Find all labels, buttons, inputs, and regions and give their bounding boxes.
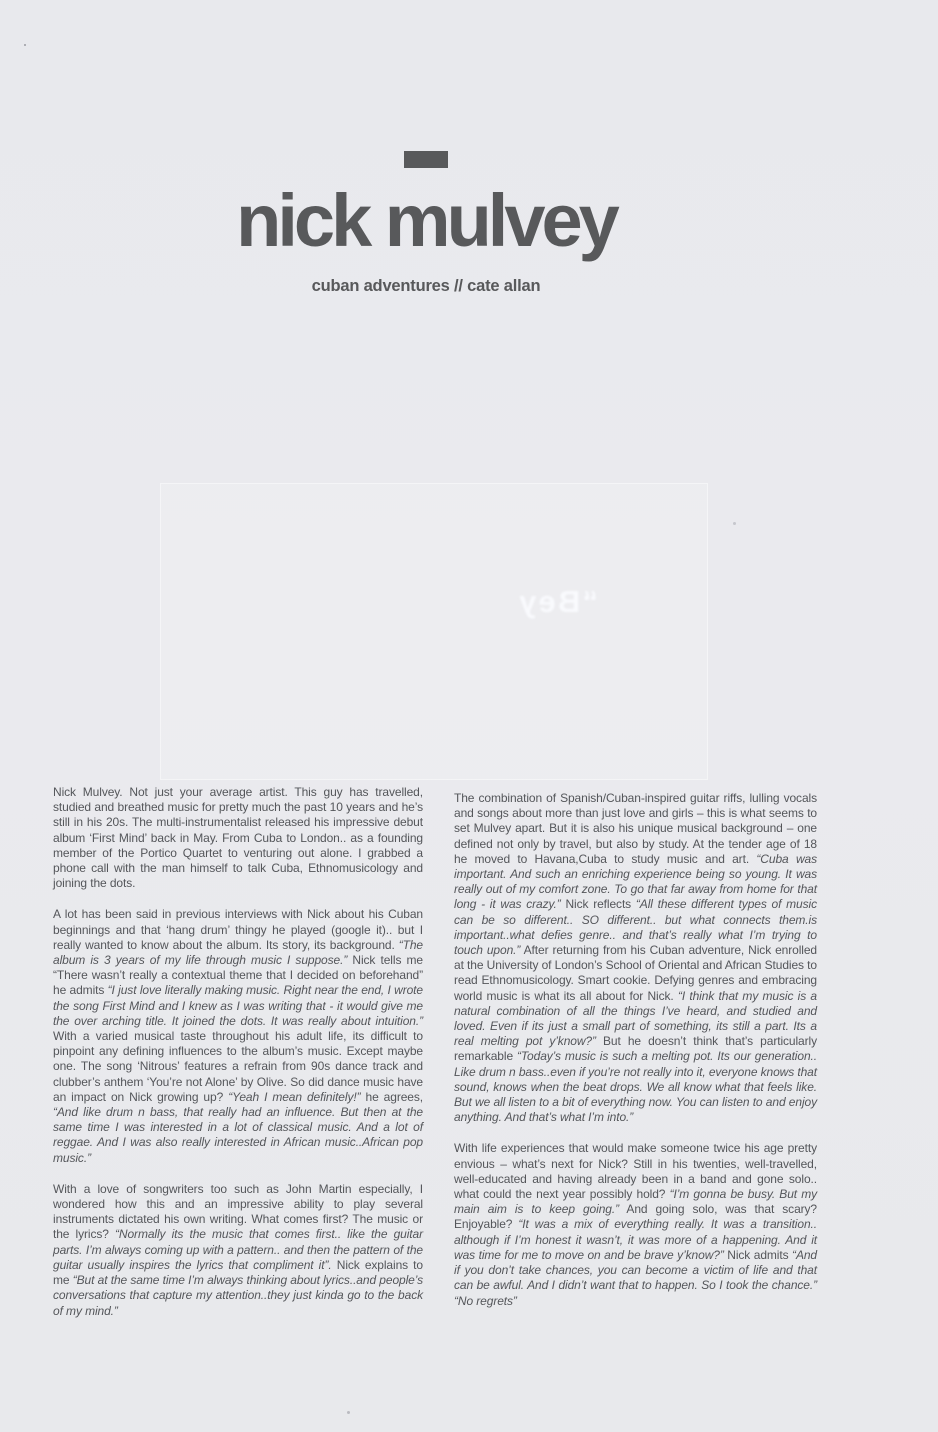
quote-segment: “And if you don’t take chances, you can become a victim of life and that can be awful. And I didn’t want that to happen. So I took the chance.” “No regrets”	[454, 1247, 817, 1308]
quote-segment: “The album is 3 years of my life through music I suppose.”	[53, 937, 423, 968]
text-segment: Nick admits	[723, 1247, 793, 1262]
paragraph	[53, 785, 423, 891]
quote-segment: “And like drum n bass, that really had an influence. But then at the same time I was interested in a lot of classical music. And a lot of reggae. And I was also really interested in African music..African pop music.”	[53, 1105, 423, 1165]
text-segment: With a love of songwriters too such as John Martin especially, I wondered how this and an impressive ability to play several instruments dictated his own writing. What comes first? The music or the lyrics?	[53, 1181, 423, 1242]
article-column-right	[454, 791, 817, 1325]
paragraph	[53, 1182, 423, 1319]
text-segment: he agrees,	[360, 1089, 424, 1104]
masthead	[0, 0, 852, 295]
page-title: nick mulvey	[236, 179, 616, 262]
text-segment: A lot has been said in previous interviews with Nick about his Cuban beginnings and that ‘hang drum’ thingy he played (google it).. but I really wanted to know about the album. Its story, its background.	[53, 907, 423, 952]
showthrough-mirrored-text: “Bey	[517, 584, 598, 619]
scan-speck	[733, 522, 736, 525]
text-segment: And going solo, was that scary? Enjoyable?	[454, 1202, 818, 1232]
paragraph	[454, 1141, 817, 1308]
photo-showthrough-box	[160, 483, 708, 780]
quote-segment: “It was a mix of everything really. It was a transition.. although if I’m honest it wasn’t, it was more of a happening. And it was time for me to move on and be brave y’know?”	[454, 1217, 817, 1262]
text-segment: But he doesn’t think that’s particularly remarkable	[454, 1034, 817, 1064]
text-segment: Nick Mulvey. Not just your average artist. This guy has travelled, studied and breathed music for pretty much the past 10 years and he’s still in his 20s. The multi-instrumentalist released his impressive debut album ‘First Mind’ back in May. From Cuba to London.. as a founding member of the Portico Quartet to venturing out alone. I grabbed a phone call with the man himself to talk Cuba, Ethnomusicology and joining the dots.	[53, 785, 423, 891]
page-subtitle: cuban adventures // cate allan	[311, 277, 541, 295]
quote-segment: “Yeah I mean definitely!”	[228, 1089, 361, 1104]
text-segment: With a varied musical taste throughout his adult life, its difficult to pinpoint any defining influences to the album’s music. Except maybe one. The song ‘Nitrous’ features a refrain from 90s dance track and clubber’s anthem ‘You’re not Alone’ by Olive. So did dance music have an impact on Nick growing up?	[53, 1029, 423, 1104]
scan-speck	[24, 44, 26, 46]
text-segment: With life experiences that would make someone twice his age pretty envious – what’s next for Nick? Still in his twenties, well-travelled, well-educated and having already been in a band and gone solo.. what could the next year possibly hold?	[454, 1141, 817, 1202]
quote-segment: “I think that my music is a natural combination of all the things I’ve heard, and studied and loved. Even if its just a small part of something, its still a part. Its a real melting pot y’know?”	[454, 988, 818, 1049]
paragraph	[454, 791, 817, 1125]
quote-segment: “I’m gonna be busy. But my main aim is to keep going.”	[454, 1187, 817, 1217]
text-segment: Nick reflects	[560, 897, 636, 912]
quote-segment: “I just love literally making music. Right near the end, I wrote the song First Mind and I knew as I was writing that - it would give me the over arching title. It joined the dots. It was really about intuition.”	[53, 983, 423, 1028]
paragraph	[53, 907, 423, 1165]
scan-speck	[347, 1411, 350, 1414]
text-segment: After returning from his Cuban adventure, Nick enrolled at the University of London’s School of Oriental and African Studies to read Ethnomusicology. Smart cookie. Defying genres and embracing world music is what its all about for Nick.	[454, 943, 818, 1003]
text-segment: Nick explains to me	[53, 1257, 423, 1288]
text-segment: The combination of Spanish/Cuban-inspired guitar riffs, lulling vocals and songs about more than just love and girls – this is what seems to set Mulvey apart. But it is also his unique musical background – one defined not only by travel, but also by study. At the tender age of 18 he moved to Havana,Cuba to study music and art.	[454, 791, 817, 866]
quote-segment: “Today’s music is such a melting pot. Its our generation.. Like drum n bass..even if you’re not really into it, everyone knows that sound, knows when the beat drops. We all know what that feels like. But we all listen to a bit of everything now. You can listen to and enjoy anything. And that’s what I’m into.”	[454, 1049, 817, 1125]
text-segment: Nick tells me “There wasn’t really a contextual theme that I decided on beforehand” he admits	[53, 953, 423, 998]
article-column-left	[53, 785, 423, 1335]
quote-segment: “All these different types of music can be so different.. SO different.. but what connects them.is important..what defies genre.. and that’s really what I’m trying to touch upon.”	[454, 897, 817, 958]
quote-segment: “Normally its the music that comes first.. like the guitar parts. I’m always coming up with a pattern.. and then the pattern of the guitar usually inspires the lyrics that compliment it”.	[53, 1227, 423, 1272]
quote-segment: “Cuba was important. And such an enriching experience being so young. It was really out of my comfort zone. To go that far away from home for that long - it was crazy.”	[454, 851, 817, 912]
quote-segment: “But at the same time I’m always thinking about lyrics..and people’s conversations that capture my attention..they just kinda go to the back of my mind.”	[53, 1273, 423, 1318]
title-dash-mark	[404, 151, 448, 168]
